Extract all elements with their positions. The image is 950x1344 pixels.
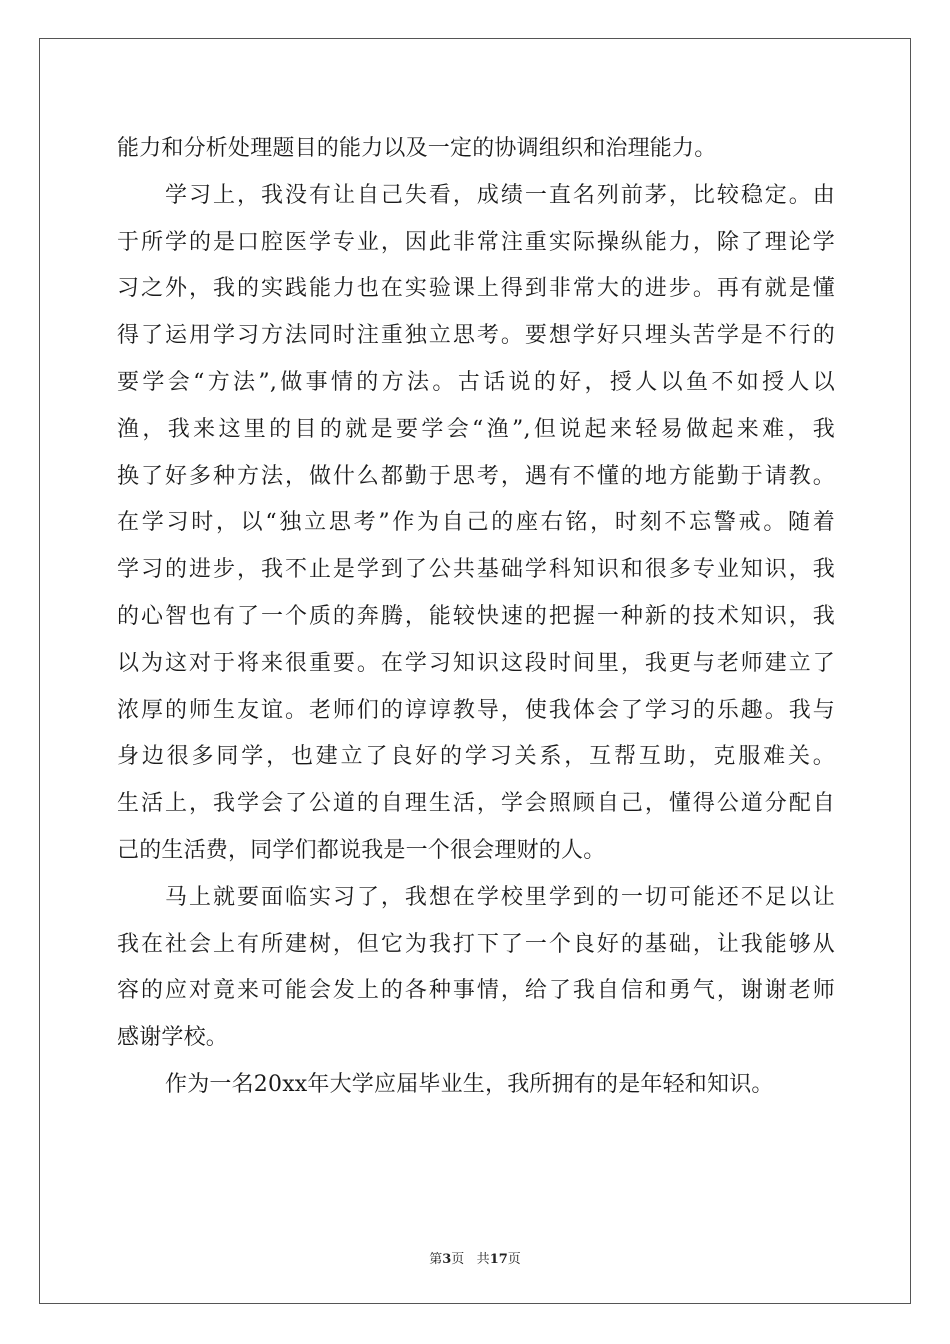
text-line: 换了好多种方法，做什么都勤于思考，遇有不懂的地方能勤于请教。: [117, 463, 835, 489]
page-number: 3: [442, 1252, 452, 1267]
text-line: 习之外，我的实践能力也在实验课上得到非常大的进步。再有就是懂: [117, 276, 835, 302]
text-line: 于所学的是口腔医学专业，因此非常注重实际操纵能力，除了理论学: [117, 229, 835, 255]
text-line: 以为这对于将来很重要。在学习知识这段时间里，我更与老师建立了: [117, 650, 835, 676]
text-line: 身边很多同学，也建立了良好的学习关系，互帮互助，克服难关。: [117, 744, 835, 770]
text-line: 己的生活费，同学们都说我是一个很会理财的人。: [117, 837, 606, 863]
text-line: 我在社会上有所建树，但它为我打下了一个良好的基础，让我能够从: [117, 931, 835, 957]
document-body: [117, 126, 835, 1109]
total-pages: 17: [489, 1252, 508, 1267]
text-line: 学习上，我没有让自己失看，成绩一直名列前茅，比较稳定。由: [165, 182, 835, 208]
text-line: 生活上，我学会了公道的自理生活，学会照顾自己，懂得公道分配自: [117, 791, 835, 817]
total-prefix: 共: [476, 1252, 490, 1267]
page-footer: [0, 1248, 950, 1267]
text-line: 能力和分析处理题目的能力以及一定的协调组织和治理能力。: [117, 136, 717, 161]
text-line: 作为一名20xx年大学应届毕业生，我所拥有的是年轻和知识。: [165, 1071, 774, 1097]
text-line: 在学习时，以“独立思考”作为自己的座右铭，时刻不忘警戒。随着: [117, 510, 835, 536]
text-line: 学习的进步，我不止是学到了公共基础学科知识和很多专业知识，我: [117, 557, 835, 583]
text-line: 的心智也有了一个质的奔腾，能较快速的把握一种新的技术知识，我: [117, 603, 835, 629]
text-line: 感谢学校。: [117, 1025, 229, 1051]
text-line: 渔，我来这里的目的就是要学会“渔”,但说起来轻易做起来难，我: [117, 416, 835, 442]
total-suffix: 页: [507, 1252, 521, 1267]
text-line: 要学会“方法”,做事情的方法。古话说的好，授人以鱼不如授人以: [117, 369, 835, 395]
page-prefix: 第: [429, 1252, 443, 1267]
text-line: 容的应对竟来可能会发上的各种事情，给了我自信和勇气，谢谢老师: [117, 978, 835, 1004]
text-line: 得了运用学习方法同时注重独立思考。要想学好只埋头苦学是不行的: [117, 323, 835, 349]
text-line: 马上就要面临实习了，我想在学校里学到的一切可能还不足以让: [165, 884, 835, 910]
text-line: 浓厚的师生友谊。老师们的谆谆教导，使我体会了学习的乐趣。我与: [117, 697, 835, 723]
page-suffix: 页: [451, 1252, 465, 1267]
